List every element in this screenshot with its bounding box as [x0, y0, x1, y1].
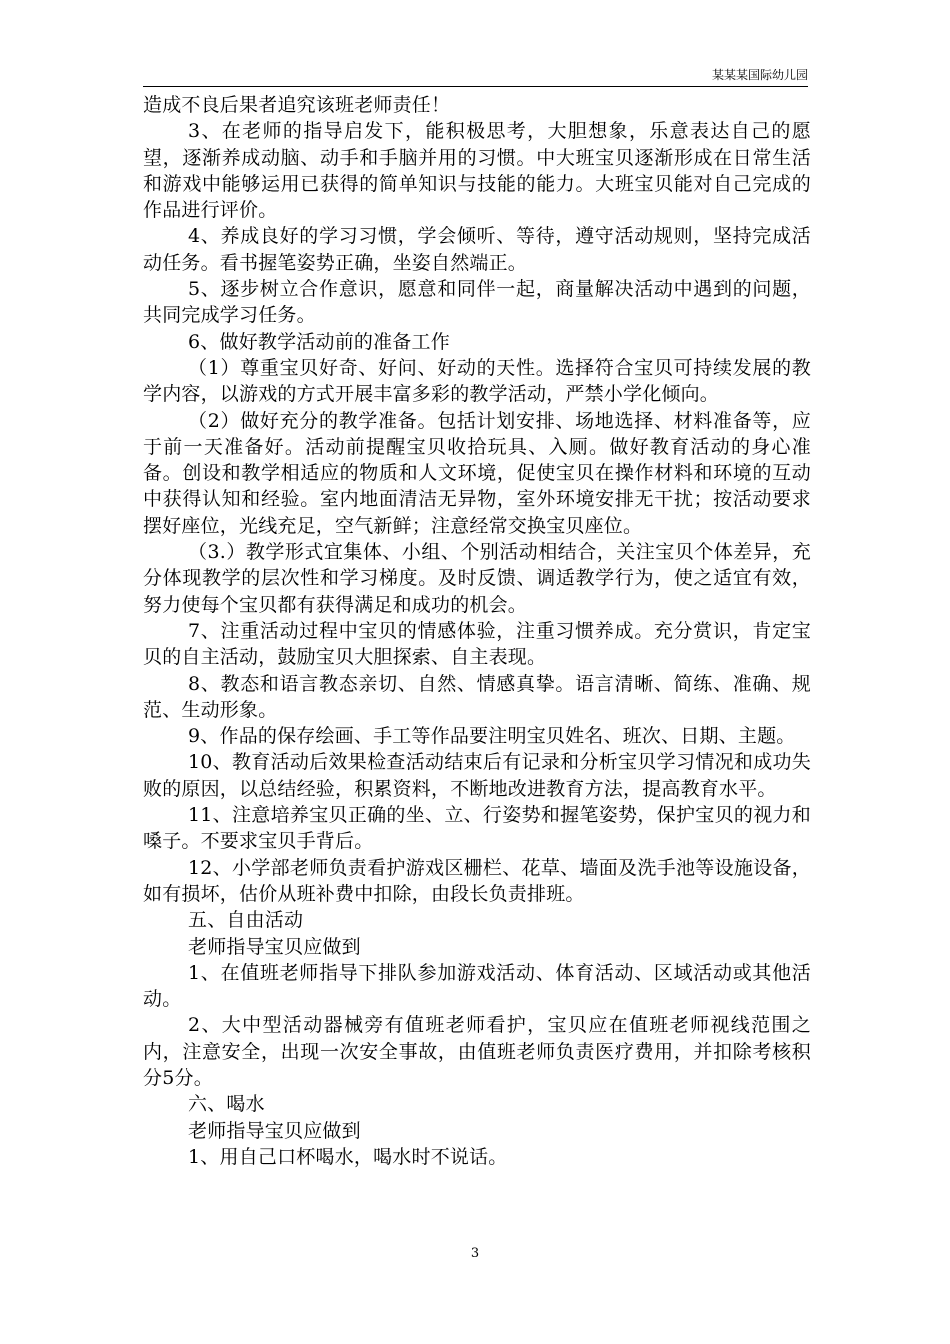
paragraph: 2、大中型活动器械旁有值班老师看护，宝贝应在值班老师视线范围之内，注意安全，出现一次安全事故，由值班老师负责医疗费用，并扣除考核积分5分。 [143, 1014, 811, 1089]
paragraph: 8、教态和语言教态亲切、自然、情感真挚。语言清晰、简练、准确、规范、生动形象。 [143, 672, 811, 721]
paragraph: 3、在老师的指导启发下，能积极思考，大胆想象，乐意表达自己的愿望，逐渐养成动脑、动手和手脑并用的习惯。中大班宝贝逐渐形成在日常生活和游戏中能够运用已获得的简单知识与技能的能力。大班宝贝能对自己完成的作品进行评价。 [143, 120, 811, 222]
paragraph: 1、在值班老师指导下排队参加游戏活动、体育活动、区域活动或其他活动。 [143, 961, 811, 1011]
paragraph: 11、注意培养宝贝正确的坐、立、行姿势和握笔姿势，保护宝贝的视力和嗓子。不要求宝贝手背后。 [143, 804, 811, 853]
paragraph: 5、逐步树立合作意识，愿意和同伴一起，商量解决活动中遇到的问题，共同完成学习任务。 [143, 278, 811, 327]
paragraph: 1、用自己口杯喝水，喝水时不说话。 [188, 1145, 508, 1168]
page-header [143, 64, 808, 87]
paragraph: 9、作品的保存绘画、手工等作品要注明宝贝姓名、班次、日期、主题。 [188, 725, 796, 748]
paragraph: 10、教育活动后效果检查活动结束后有记录和分析宝贝学习情况和成功失败的原因，以总结经验，积累资料，不断地改进教育方法，提高教育水平。 [143, 751, 811, 800]
paragraph: 7、注重活动过程中宝贝的情感体验，注重习惯养成。充分赏识，肯定宝贝的自主活动，鼓励宝贝大胆探索、自主表现。 [143, 619, 811, 669]
paragraph: （2）做好充分的教学准备。包括计划安排、场地选择、材料准备等，应于前一天准备好。活动前提醒宝贝收拾玩具、入厕。做好教育活动的身心准备。创设和教学相适应的物质和人文环境，促使宝贝在操作材料和环境的互动中获得认知和经验。室内地面清洁无异物，室外环境安排无干扰；按活动要求摆好座位，光线充足，空气新鲜；注意经常交换宝贝座位。 [143, 409, 811, 537]
paragraph: 六、喝水 [188, 1093, 265, 1116]
paragraph: 造成不良后果者追究该班老师责任！ [143, 94, 451, 116]
paragraph: 6、做好教学活动前的准备工作 [188, 330, 450, 353]
paragraph: 老师指导宝贝应做到 [188, 1119, 361, 1142]
paragraph: （3.）教学形式宜集体、小组、个别活动相结合，关注宝贝个体差异，充分体现教学的层次性和学习梯度。及时反馈、调适教学行为，使之适宜有效，努力使每个宝贝都有获得满足和成功的机会。 [143, 541, 811, 616]
paragraph: （1）尊重宝贝好奇、好问、好动的天性。选择符合宝贝可持续发展的教学内容，以游戏的方式开展丰富多彩的教学活动，严禁小学化倾向。 [143, 356, 811, 406]
paragraph: 老师指导宝贝应做到 [188, 935, 361, 958]
paragraph: 4、养成良好的学习习惯，学会倾听、等待，遵守活动规则，坚持完成活动任务。看书握笔姿势正确，坐姿自然端正。 [143, 225, 811, 274]
page-number: 3 [470, 1246, 480, 1261]
header-org-name: 某某某国际幼儿园 [711, 68, 808, 82]
paragraph: 五、自由活动 [188, 909, 304, 932]
document-body [143, 92, 811, 1170]
paragraph: 12、小学部老师负责看护游戏区栅栏、花草、墙面及洗手池等设施设备，如有损坏，估价从班补费中扣除，由段长负责排班。 [143, 856, 811, 905]
